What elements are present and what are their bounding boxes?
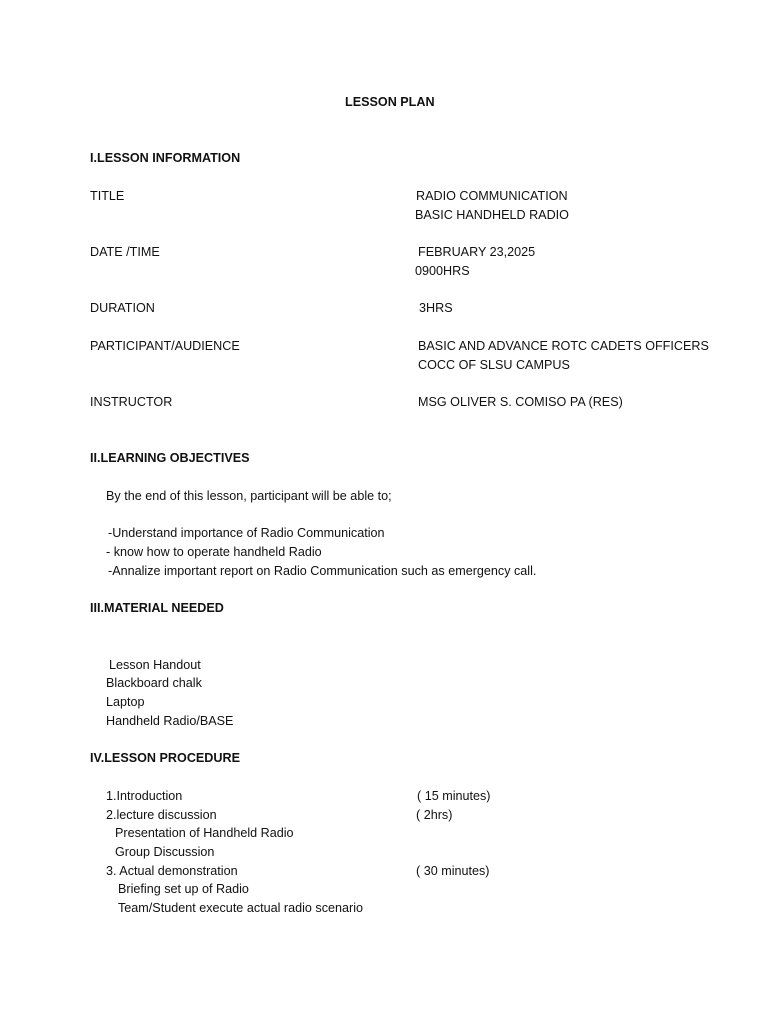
objectives-intro: By the end of this lesson, participant will be able to; [106,489,392,503]
objective-item: - know how to operate handheld Radio [106,545,322,559]
instructor-label: INSTRUCTOR [90,395,173,409]
document-title: LESSON PLAN [345,95,435,109]
time-value: 0900HRS [415,264,470,278]
participant-label: PARTICIPANT/AUDIENCE [90,339,240,353]
procedure-substep: Group Discussion [115,845,215,859]
date-time-label: DATE /TIME [90,245,160,259]
procedure-step-time: ( 30 minutes) [416,864,490,878]
objective-item: -Annalize important report on Radio Communication such as emergency call. [108,564,537,578]
material-item: Laptop [106,695,145,709]
title-value-line-1: RADIO COMMUNICATION [416,189,568,203]
material-item: Lesson Handout [109,658,201,672]
title-label: TITLE [90,189,125,203]
procedure-substep: Presentation of Handheld Radio [115,826,294,840]
duration-value: 3HRS [419,301,453,315]
procedure-step: 3. Actual demonstration [106,864,238,878]
participant-value-line-1: BASIC AND ADVANCE ROTC CADETS OFFICERS [418,339,709,353]
section-heading-learning-objectives: II.LEARNING OBJECTIVES [90,451,250,465]
duration-label: DURATION [90,301,155,315]
procedure-step: 2.lecture discussion [106,808,217,822]
procedure-step-time: ( 2hrs) [416,808,453,822]
procedure-substep: Briefing set up of Radio [118,882,249,896]
procedure-substep: Team/Student execute actual radio scenario [118,901,364,915]
material-item: Blackboard chalk [106,676,202,690]
material-item: Handheld Radio/BASE [106,714,234,728]
participant-value-line-2: COCC OF SLSU CAMPUS [418,358,570,372]
section-heading-lesson-information: I.LESSON INFORMATION [90,151,241,165]
date-value: FEBRUARY 23,2025 [418,245,536,259]
procedure-step: 1.Introduction [106,789,183,803]
procedure-step-time: ( 15 minutes) [417,789,491,803]
section-heading-material-needed: III.MATERIAL NEEDED [90,601,224,615]
title-value-line-2: BASIC HANDHELD RADIO [415,208,569,222]
objective-item: -Understand importance of Radio Communication [108,526,385,540]
section-heading-lesson-procedure: IV.LESSON PROCEDURE [90,751,240,765]
instructor-value: MSG OLIVER S. COMISO PA (RES) [418,395,623,409]
